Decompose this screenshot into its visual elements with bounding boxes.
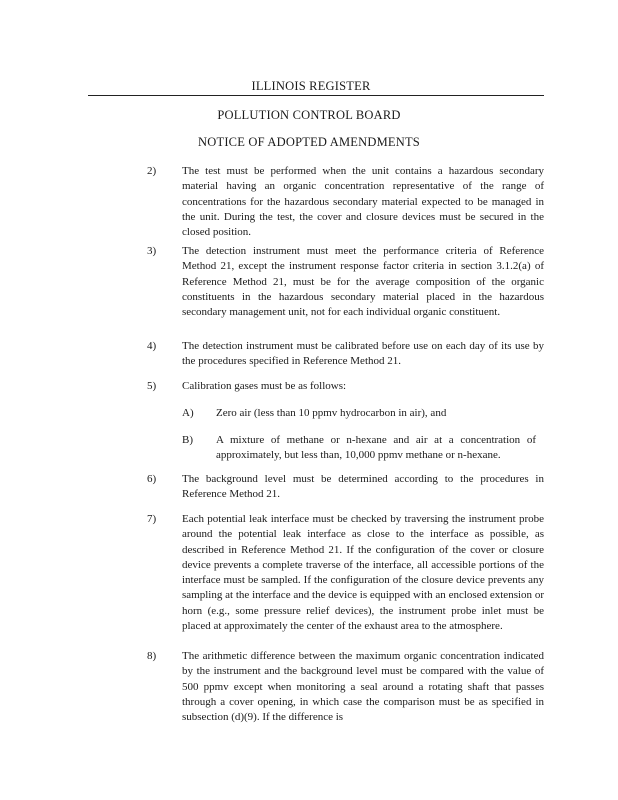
item-number: 5) (147, 380, 157, 392)
item-number: A) (182, 407, 194, 419)
item-number: 7) (147, 513, 157, 525)
item-text: The test must be performed when the unit contains a hazardous secondary material having an organic concentration representative of the range of concentrations for the hazardous secondary material expected to be managed in the unit. During the test, the cover and closure devices must be secured in the closed position. (182, 165, 544, 239)
item-text: A mixture of methane or n-hexane and air at a concentration of approximately, but less than, 10,000 ppmv methane or n-hexane. (216, 434, 536, 462)
item-text: The background level must be determined according to the procedures in Reference Method 21. (182, 473, 544, 501)
item-number: 2) (147, 165, 157, 177)
item-text: The detection instrument must be calibrated before use on each day of its use by the procedures specified in Reference Method 21. (182, 340, 544, 368)
notice-title: NOTICE OF ADOPTED AMENDMENTS (198, 135, 420, 149)
header-rule (88, 95, 544, 96)
item-number: 4) (147, 340, 157, 352)
item-text: The arithmetic difference between the maximum organic concentration indicated by the instrument and the background level must be compared with the value of 500 ppmv except when monitoring a seal around a rotating shaft that passes through a cover opening, in which case the comparison must be as specified in subsection (d)(9). If the difference is (182, 650, 544, 724)
item-text: Each potential leak interface must be checked by traversing the instrument probe around the potential leak interface as close to the interface as possible, as described in Reference Method 21. If the configuration of the cover or closure device prevents a complete traverse of the interface, all accessible portions of the interface must be sampled. If the configuration of the closure device prevents any sampling at the interface and the device is equipped with an enclosed extension or horn (e.g., some pressure relief devices), the instrument probe inlet must be placed at approximately the center of the exhaust area to the atmosphere. (182, 513, 544, 633)
item-text: Zero air (less than 10 ppmv hydrocarbon in air), and (216, 407, 447, 419)
item-number: 8) (147, 650, 157, 662)
item-number: 6) (147, 473, 157, 485)
item-number: 3) (147, 245, 157, 257)
item-number: B) (182, 434, 193, 446)
register-title: ILLINOIS REGISTER (251, 79, 371, 93)
item-text: Calibration gases must be as follows: (182, 380, 347, 392)
board-title: POLLUTION CONTROL BOARD (217, 108, 401, 122)
item-text: The detection instrument must meet the performance criteria of Reference Method 21, except the instrument response factor criteria in section 3.1.2(a) of Reference Method 21, must be for the average composition of the organic constituents in the hazardous secondary material placed in the hazardous secondary management unit, not for each individual organic constituent. (182, 245, 544, 319)
